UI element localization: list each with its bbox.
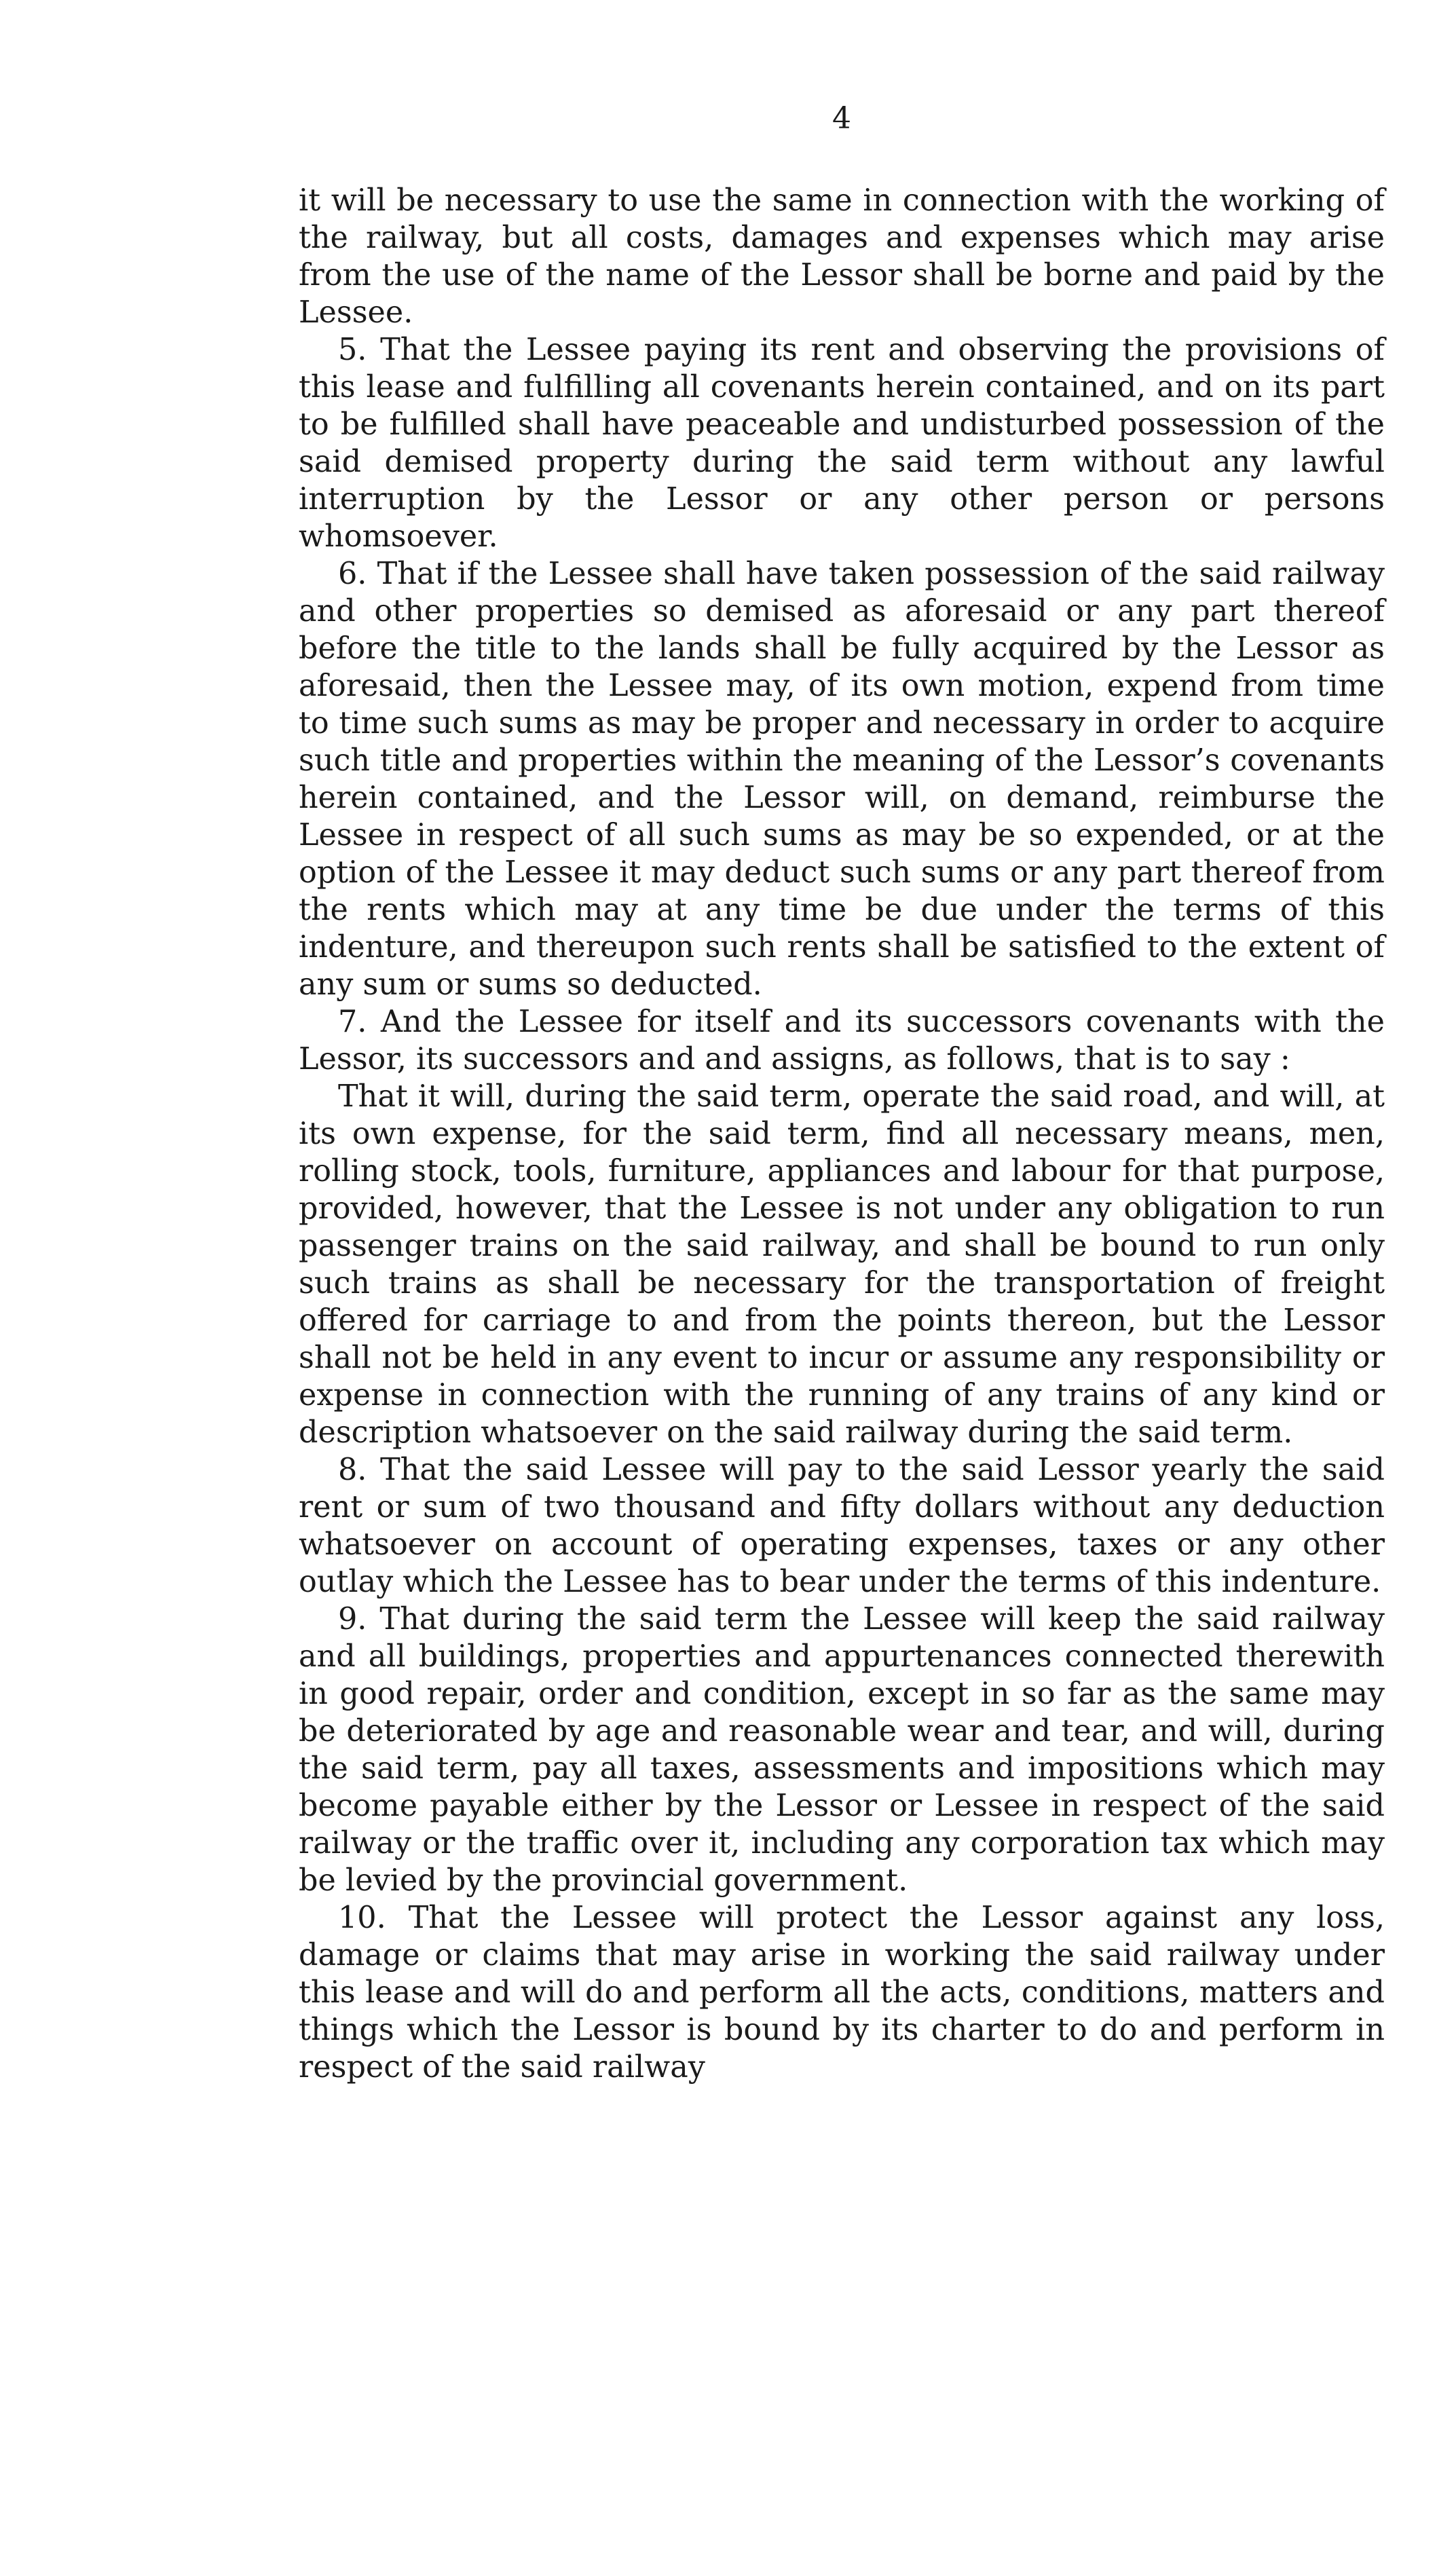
paragraph-clause-7-body: That it will, during the said term, operate the said road, and will, at its own expense, for the said term, find all necessary means, men, rolling stock, tools, furniture, appliances and labour for that purpose, provided, however, that the Lessee is not under any obligation to run passenger trains on the said railway, and shall be bound to run only such trains as shall be necessary for the transportation of freight offered for carriage to and from the points thereon, but the Lessor shall not be held in any event to incur or assume any responsibility or expense in connection with the running of any trains of any kind or description whatsoever on the said railway during the said term. [299,1079,1385,1450]
paragraph-clause-5: 5. That the Lessee paying its rent and observing the provisions of this lease and fulfilling all covenants herein contained, and on its part to be fulfilled shall have peaceable and undisturbed possession of the said demised property during the said term without any lawful interruption by the Lessor or any other person or persons whomsoever. [299,333,1385,554]
paragraph-clause-8: 8. That the said Lessee will pay to the said Lessor yearly the said rent or sum of two thousand and fifty dollars without any deduction whatsoever on account of operating expenses, taxes or any other outlay which the Lessee has to bear under the terms of this indenture. [299,1453,1385,1599]
paragraph-clause-6: 6. That if the Lessee shall have taken possession of the said railway and other properties so demised as aforesaid or any part thereof before the title to the lands shall be fully acquired by the Lessor as aforesaid, then the Lessee may, of its own motion, expend from time to time such sums as may be proper and necessary in order to acquire such title and properties within the meaning of the Lessor’s covenants herein contained, and the Lessor will, on demand, reimburse the Lessee in respect of all such sums as may be so expended, or at the option of the Lessee it may deduct such sums or any part thereof from the rents which may at any time be due under the terms of this indenture, and thereupon such rents shall be satisfied to the extent of any sum or sums so deducted. [299,557,1385,1002]
paragraph-clause-7: 7. And the Lessee for itself and its successors covenants with the Lessor, its successors and and assigns, as follows, that is to say : [299,1005,1385,1077]
page-number: 4 [832,101,851,136]
paragraph-continuation: it will be necessary to use the same in connection with the working of the railway, but all costs, damages and expenses which may arise from the use of the name of the Lessor shall be borne and paid by the Lessee. [299,183,1385,330]
paragraph-clause-9: 9. That during the said term the Lessee will keep the said railway and all buildings, properties and appurtenances connected therewith in good repair, order and condition, except in so far as the same may be deteriorated by age and reasonable wear and tear, and will, during the said term, pay all taxes, assessments and impositions which may become payable either by the Lessor or Lessee in respect of the said railway or the traffic over it, including any corporation tax which may be levied by the provincial government. [299,1602,1385,1898]
document-body [299,182,1385,2086]
paragraph-clause-10: 10. That the Lessee will protect the Lessor against any loss, damage or claims that may arise in working the said railway under this lease and will do and perform all the acts, conditions, matters and things which the Lessor is bound by its charter to do and perform in respect of the said railway [299,1901,1385,2085]
